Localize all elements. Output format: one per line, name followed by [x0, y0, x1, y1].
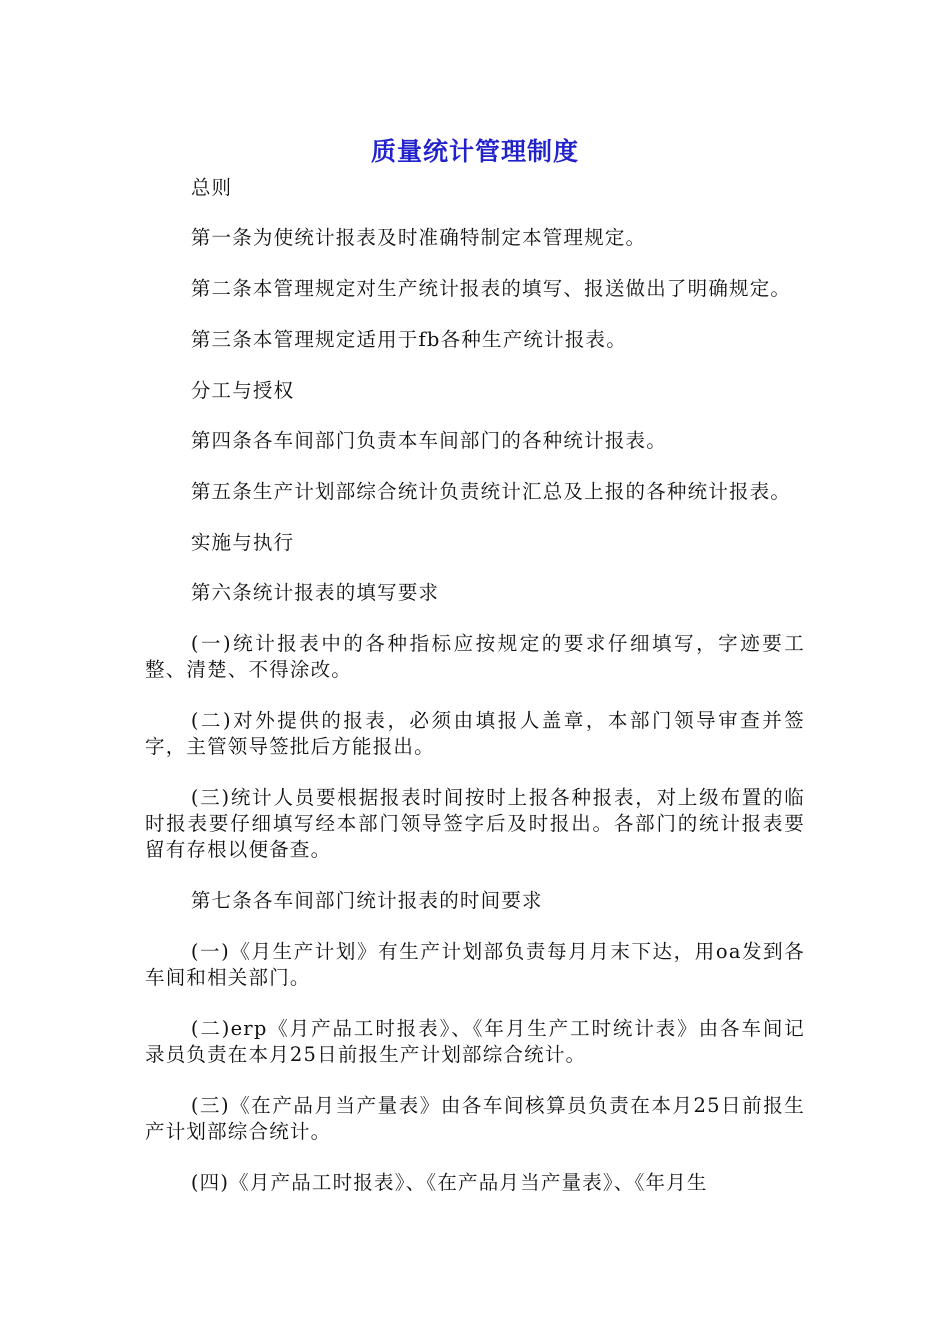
section-heading-division: 分工与授权	[190, 379, 295, 402]
article-7-item-2: (二)erp《月产品工时报表》、《年月生产工时统计表》由各车间记录员负责在本月25日前报生产计划部综合统计。	[145, 1017, 805, 1066]
article-4: 第四条各车间部门负责本车间部门的各种统计报表。	[190, 429, 667, 452]
article-1: 第一条为使统计报表及时准确特制定本管理规定。	[190, 226, 647, 249]
document-body	[145, 175, 805, 1221]
article-3: 第三条本管理规定适用于fb各种生产统计报表。	[190, 328, 627, 351]
section-heading-implementation: 实施与执行	[190, 531, 295, 554]
article-7-item-4: (四)《月产品工时报表》、《在产品月当产量表》、《年月生	[190, 1171, 708, 1194]
article-2: 第二条本管理规定对生产统计报表的填写、报送做出了明确规定。	[190, 277, 792, 300]
section-heading-general: 总则	[190, 176, 233, 199]
article-7-item-1: (一)《月生产计划》有生产计划部负责每月月末下达，用oa发到各车间和相关部门。	[145, 940, 805, 989]
article-6-item-2: (二)对外提供的报表，必须由填报人盖章，本部门领导审查并签字，主管领导签批后方能报出。	[145, 709, 806, 758]
document-title: 质量统计管理制度	[370, 137, 579, 166]
article-6-item-1: (一)统计报表中的各种指标应按规定的要求仔细填写，字迹要工整、清楚、不得涂改。	[145, 632, 806, 681]
article-7: 第七条各车间部门统计报表的时间要求	[190, 889, 543, 912]
article-6: 第六条统计报表的填写要求	[190, 581, 440, 604]
article-5: 第五条生产计划部综合统计负责统计汇总及上报的各种统计报表。	[190, 480, 792, 503]
article-7-item-3: (三)《在产品月当产量表》由各车间核算员负责在本月25日前报生产计划部综合统计。	[145, 1094, 805, 1143]
article-6-item-3: (三)统计人员要根据报表时间按时上报各种报表，对上级布置的临时报表要仔细填写经本部门领导签字后及时报出。各部门的统计报表要留有存根以便备查。	[145, 786, 805, 861]
